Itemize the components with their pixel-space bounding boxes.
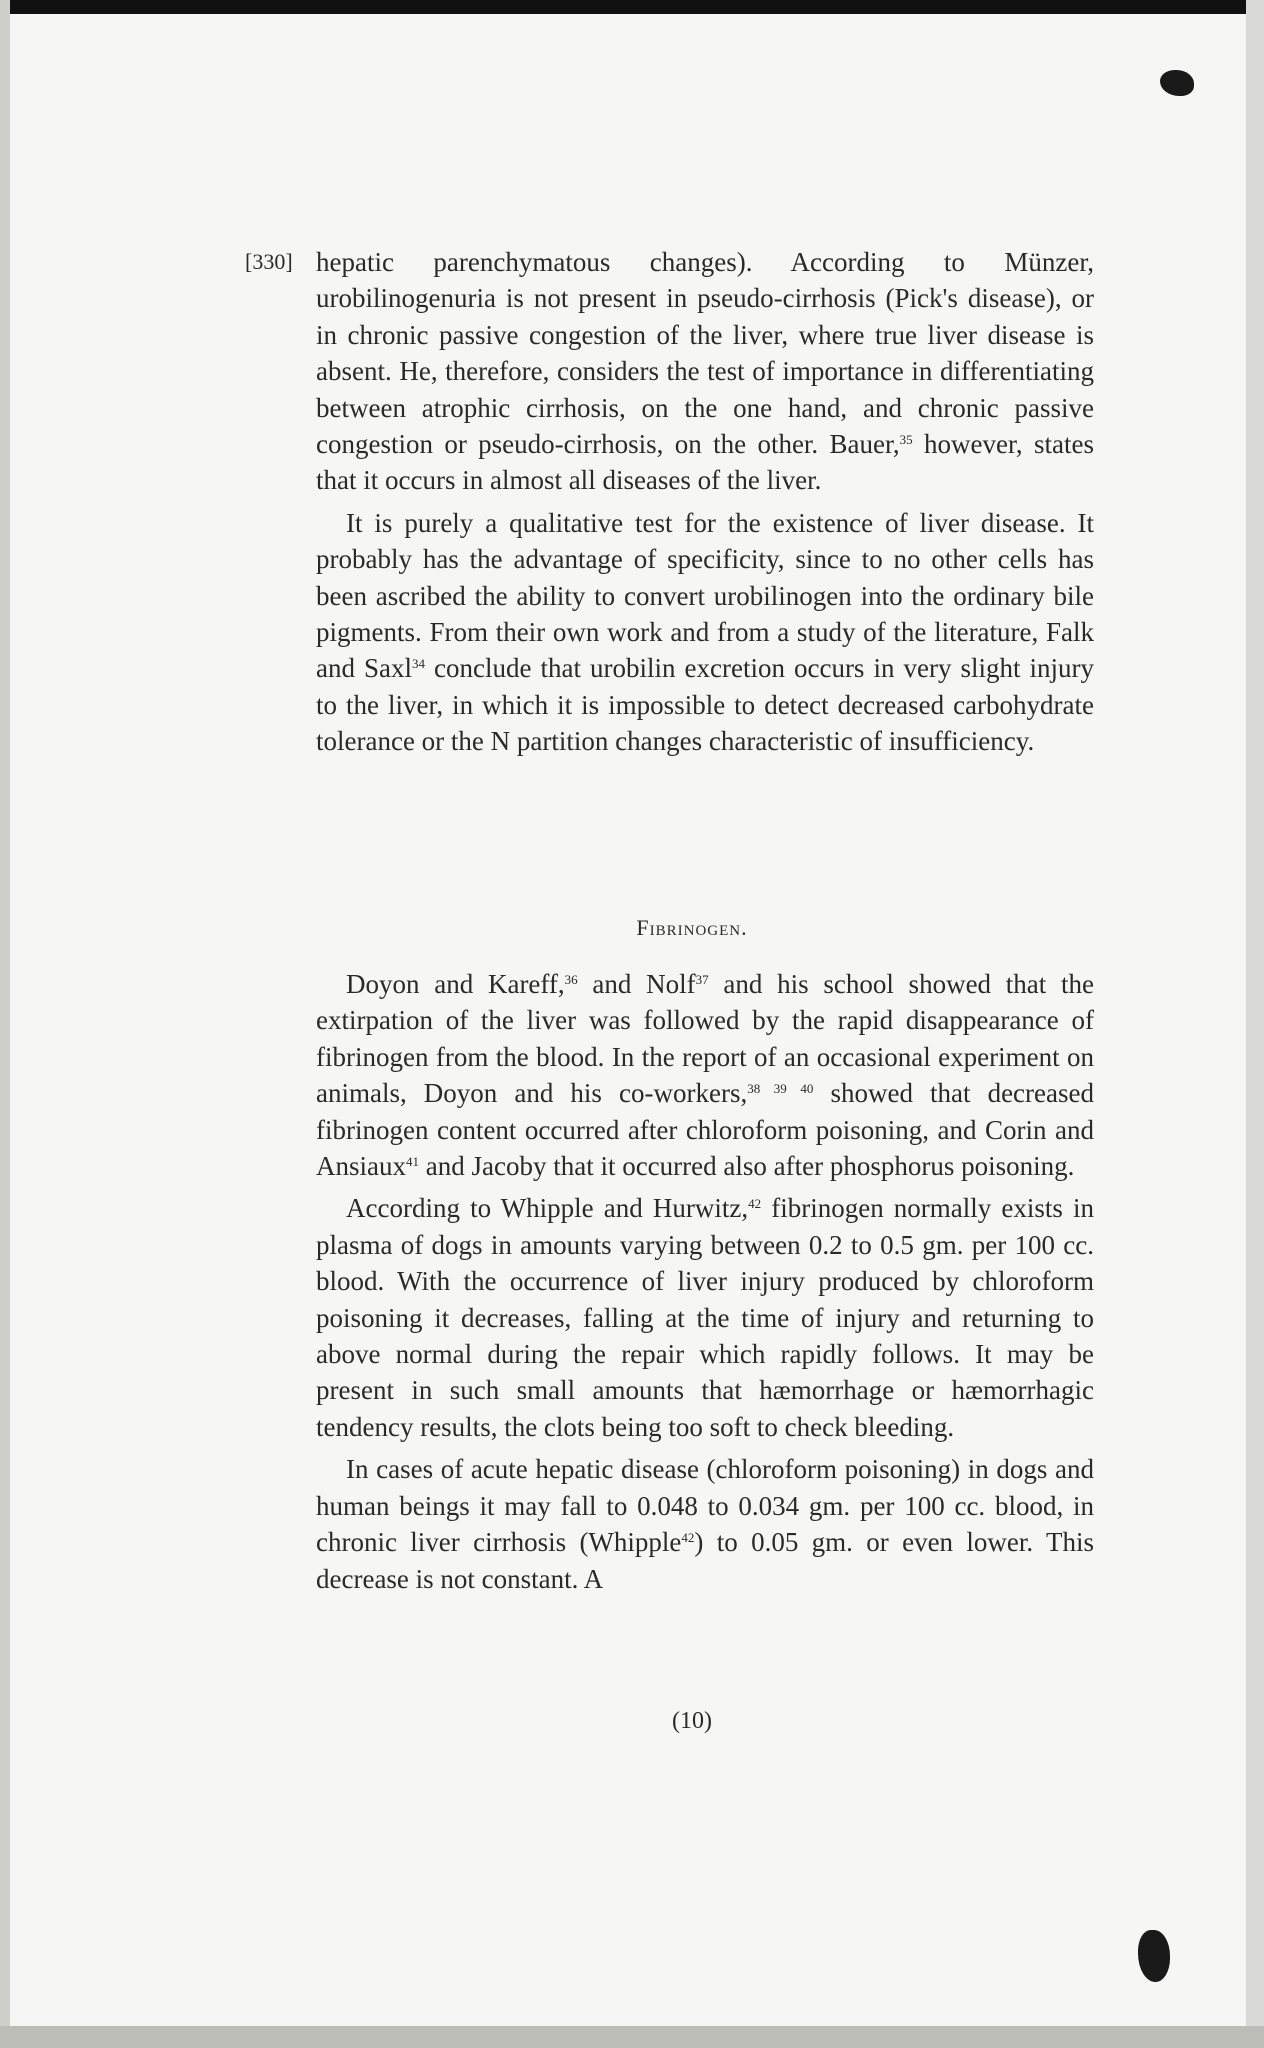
paragraph-qualitative-test: It is purely a qualitative test for the existence of liver disease. It probably has the advantage of specificity, since to no other cells has been ascribed the ability to convert urobilinogen into the ordinary bile pigments. From their own work and from a study of the literature, Falk and Saxl$^{34}$ conclude that urobilin excretion occurs in very slight injury to the liver, in which it is impossible to detect decreased carbohydrate tolerance or the N partition changes characteristic of insufficiency.: [316, 507, 1094, 757]
scan-border-bottom: [0, 2026, 1264, 2048]
scan-border-top: [0, 0, 1264, 14]
footnote-ref: 38 39 40: [747, 1081, 814, 1097]
section-heading: Fibrinogen.: [636, 915, 748, 940]
ink-blot-bottom: [1138, 1930, 1170, 1982]
footnote-ref: 34: [412, 656, 426, 672]
scan-border-right: [1246, 0, 1264, 2048]
paragraph-doyon: Doyon and Kareff,$^{36}$ and Nolf$^{37}$ and his school showed that the extirpation of the liver was followed by the rapid disappearance of fibrinogen from the blood. In the report of an occasional experiment on animals, Doyon and his co-workers,$^{38 39 40}$ showed that decreased fibrinogen content occurred after chloroform poisoning, and Corin and Ansiaux$^{41}$ and Jacoby that it occurred also after phosphorus poisoning.: [316, 969, 1094, 1182]
margin-page-reference: [330]: [245, 249, 293, 274]
page-number: (10): [672, 1708, 712, 1734]
paragraph-acute-cases: In cases of acute hepatic disease (chloroform poisoning) in dogs and human beings it may fall to 0.048 to 0.034 gm. per 100 cc. blood, in chronic liver cirrhosis (Whipple$^{42}$) to 0.05 gm. or even lower. This decrease is not constant. A: [316, 1454, 1094, 1594]
footnote-ref: 42: [681, 1530, 695, 1546]
paragraph-whipple: According to Whipple and Hurwitz,$^{42}$ fibrinogen normally exists in plasma of dogs in amounts varying between 0.2 to 0.5 gm. per 100 cc. blood. With the occurrence of liver injury produced by chloroform poisoning it decreases, falling at the time of injury and returning to above normal during the repair which rapidly follows. It may be present in such small amounts that hæmorrhage or hæmorrhagic tendency results, the clots being too soft to check bleeding.: [316, 1193, 1095, 1442]
text-block-lower: [316, 966, 1094, 1597]
footnote-ref: 35: [899, 432, 913, 448]
paragraph-munzer: hepatic parenchymatous changes). According to Münzer, urobilinogenuria is not present in pseudo-cirrhosis (Pick's disease), or in chronic passive congestion of the liver, where true liver disease is absent. He, therefore, considers the test of importance in differentiating between atrophic cirrhosis, on the one hand, and chronic passive congestion or pseudo-cirrhosis, on the other. Bauer,$^{35}$ however, states that it occurs in almost all diseases of the liver.: [316, 247, 1094, 496]
ink-blot-top: [1160, 70, 1194, 96]
text-block-upper: [316, 244, 1094, 760]
scan-border-left: [0, 0, 10, 2048]
footnote-ref: 42: [748, 1196, 762, 1212]
footnote-ref: 37: [695, 972, 709, 987]
footnote-ref: 41: [406, 1154, 419, 1170]
footnote-ref: 36: [564, 972, 578, 987]
